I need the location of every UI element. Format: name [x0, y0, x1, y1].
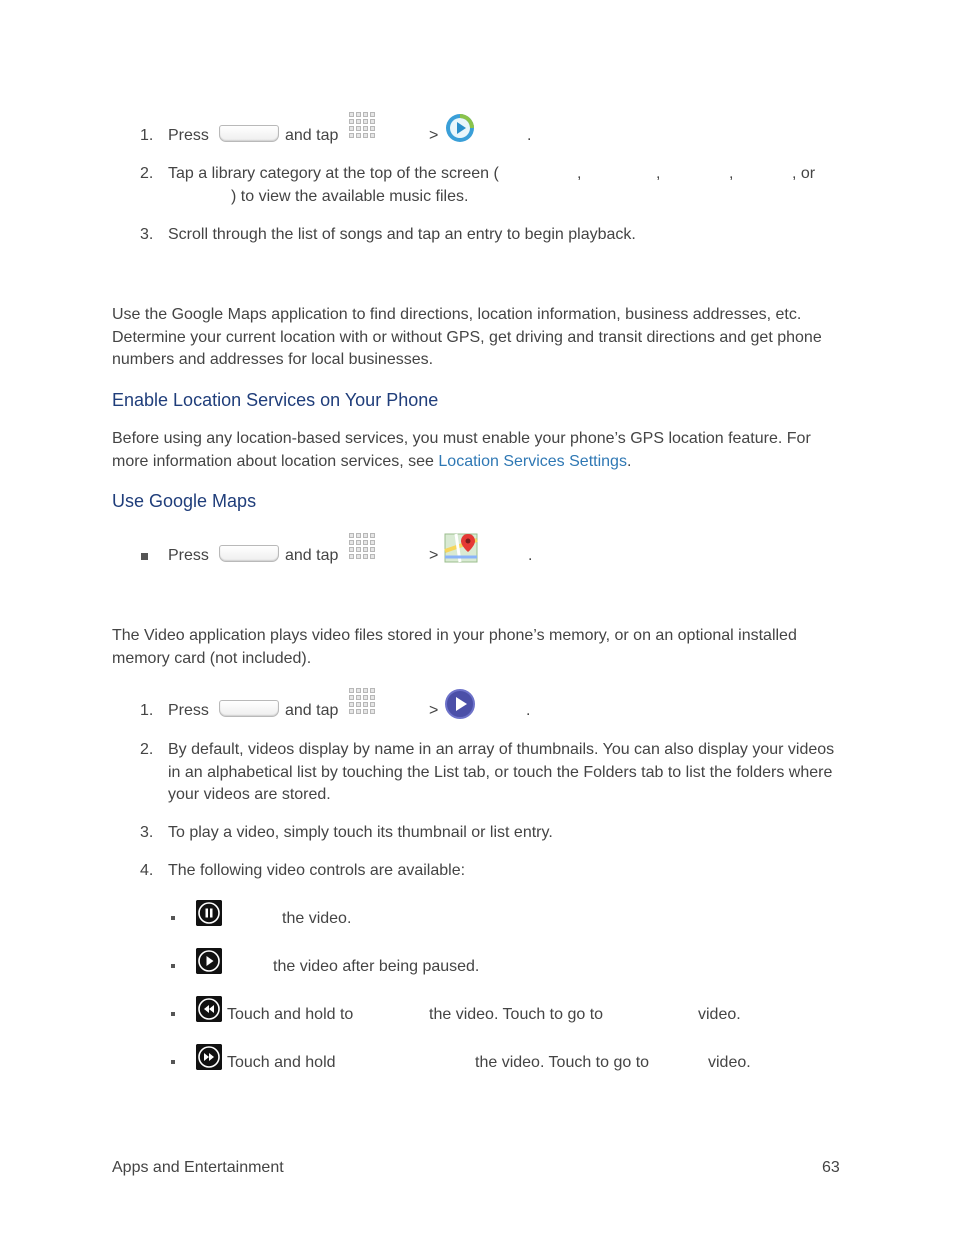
control-description: Touch and hold [227, 1054, 336, 1071]
step-number: 3. [140, 824, 154, 841]
enable-location-text [112, 428, 842, 473]
video-intro: The Video application plays video files stored in your phone’s memory, or on an optional installed memory card (not included). [112, 627, 797, 667]
step-text: Scroll through the list of songs and tap an entry to begin playback. [168, 226, 636, 243]
apps-grid-icon [348, 532, 378, 562]
control-description: the video. [282, 910, 352, 927]
step-number: 1. [140, 127, 154, 144]
square-bullet-icon [141, 553, 148, 560]
or-text: , or [792, 165, 816, 182]
period: . [626, 452, 632, 470]
period: . [526, 702, 531, 719]
home-key-icon [219, 700, 279, 717]
step-text: Tap a library category at the top of the screen ( [168, 165, 499, 182]
maps-intro: Use the Google Maps application to find directions, location information, business addresses, etc. Determine your current location with or without GPS, get driving and transit directions and get phone numbers and addresses for local businesses. [112, 306, 822, 368]
press-text: Press [168, 127, 209, 144]
footer-page-number: 63 [822, 1159, 840, 1176]
footer-section-title: Apps and Entertainment [112, 1159, 284, 1176]
control-description: the video. Touch to go to [429, 1006, 604, 1023]
apps-grid-icon [348, 111, 378, 141]
comma: , [577, 165, 582, 182]
step-number: 4. [140, 862, 154, 879]
heading-use-google-maps: Use Google Maps [112, 491, 257, 511]
control-description: video. [708, 1054, 751, 1071]
video-app-icon [445, 689, 475, 719]
step-number: 2. [140, 741, 154, 758]
and-tap-text: and tap [285, 127, 339, 144]
music-app-icon [445, 113, 475, 143]
step-text: The following video controls are available: [168, 862, 466, 879]
step-text: To play a video, simply touch its thumbnail or list entry. [168, 824, 553, 841]
heading-enable-location: Enable Location Services on Your Phone [112, 390, 439, 410]
control-description: Touch and hold to [227, 1006, 354, 1023]
sub-bullet-icon [171, 916, 175, 920]
enable-location-body: Before using any location-based services, you must enable your phone’s GPS location feature. For more information about location services, see [112, 430, 811, 470]
control-description: the video. Touch to go to [475, 1054, 650, 1071]
home-key-icon [219, 545, 279, 562]
rewind-icon [196, 996, 222, 1022]
greater-than: > [429, 127, 439, 144]
greater-than: > [429, 547, 439, 564]
step-text: ) to view the available music files. [231, 188, 469, 205]
and-tap-text: and tap [285, 547, 339, 564]
location-services-link[interactable]: Location Services Settings [438, 452, 627, 470]
fast-forward-icon [196, 1044, 222, 1070]
step-text: By default, videos display by name in an array of thumbnails. You can also display your videos in an alphabetical list by touching the List tab, or touch the Folders tab to list the folders where your videos are stored. [168, 741, 835, 803]
step-number: 2. [140, 165, 154, 182]
apps-grid-icon [348, 687, 378, 717]
sub-bullet-icon [171, 1060, 175, 1064]
control-description: video. [698, 1006, 741, 1023]
and-tap-text: and tap [285, 702, 339, 719]
period: . [527, 127, 532, 144]
home-key-icon [219, 125, 279, 142]
press-text: Press [168, 702, 209, 719]
play-icon [196, 948, 222, 974]
pause-icon [196, 900, 222, 926]
control-description: the video after being paused. [273, 958, 480, 975]
sub-bullet-icon [171, 1012, 175, 1016]
period: . [528, 547, 533, 564]
comma: , [729, 165, 734, 182]
sub-bullet-icon [171, 964, 175, 968]
comma: , [656, 165, 661, 182]
step-number: 3. [140, 226, 154, 243]
press-text: Press [168, 547, 209, 564]
greater-than: > [429, 702, 439, 719]
step-number: 1. [140, 702, 154, 719]
maps-app-icon [444, 531, 478, 565]
